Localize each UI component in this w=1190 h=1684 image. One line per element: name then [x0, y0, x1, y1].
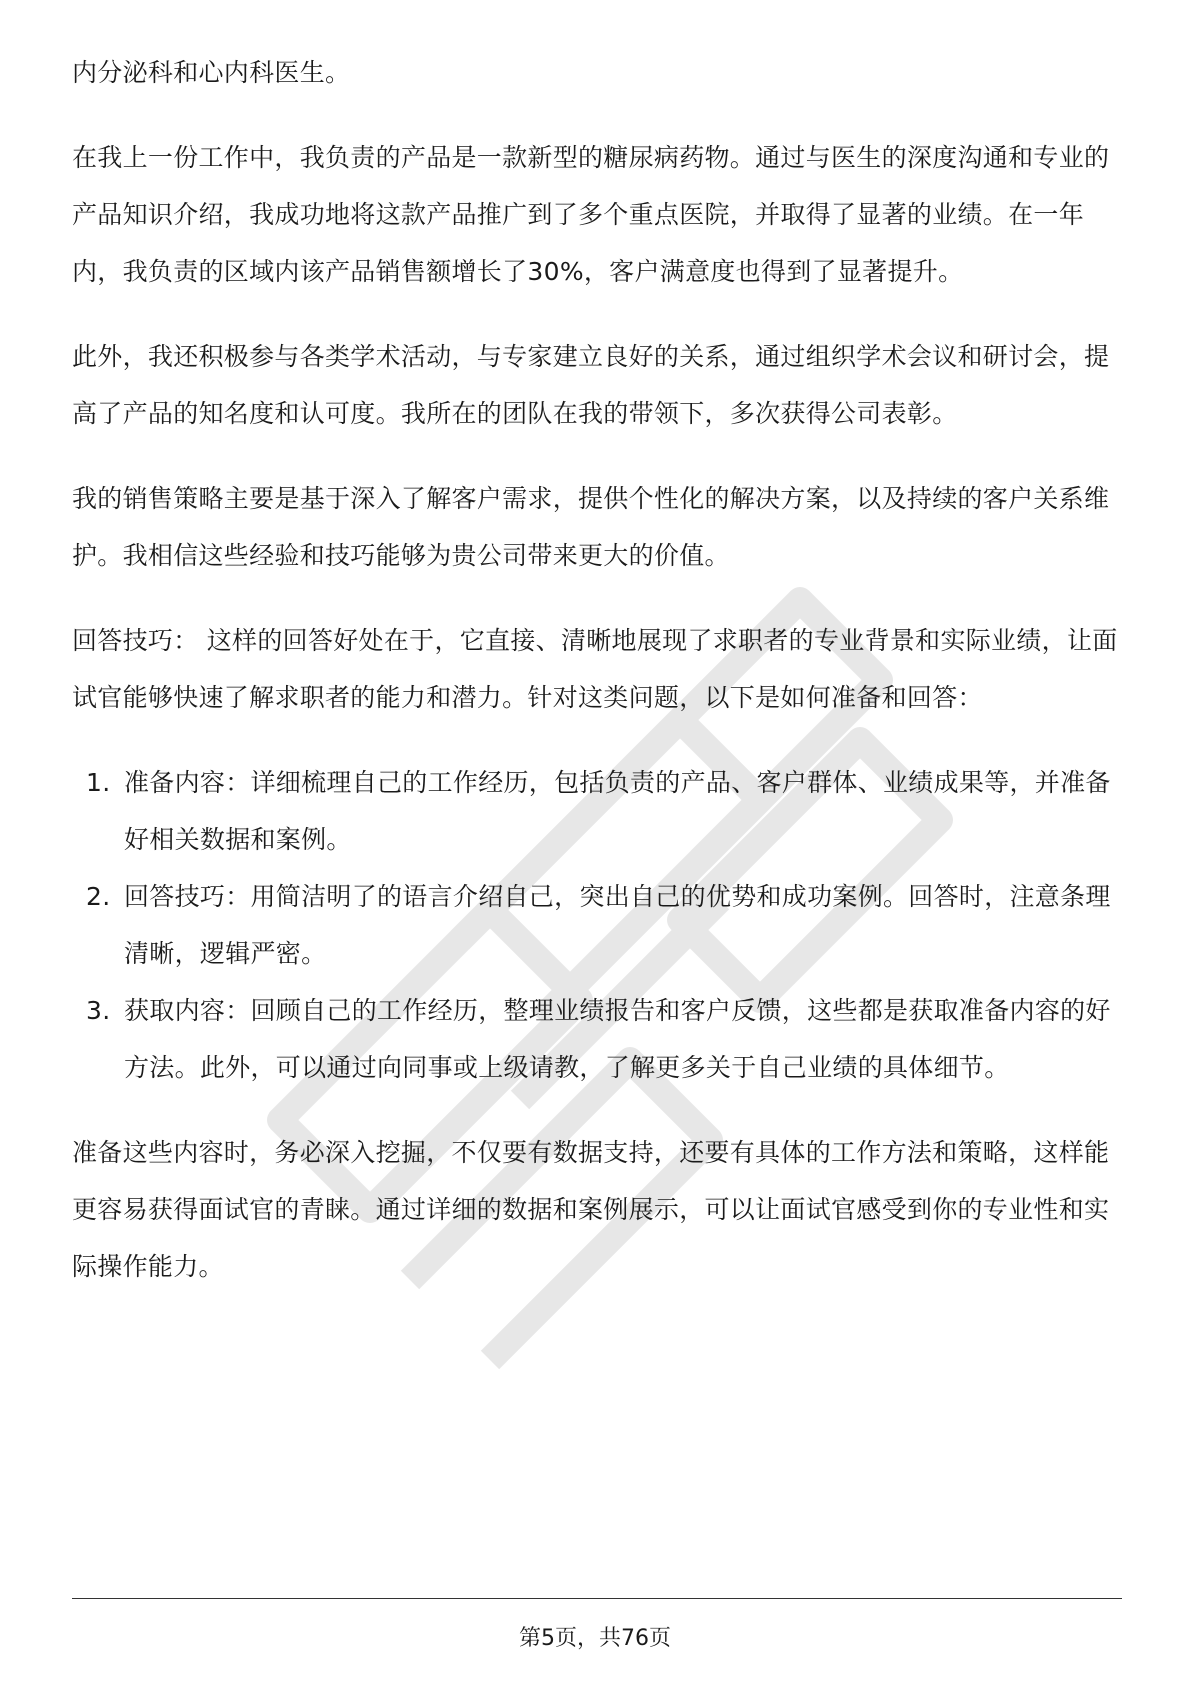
- paragraph-answer-tips: 回答技巧： 这样的回答好处在于，它直接、清晰地展现了求职者的专业背景和实际业绩，让面试官能够快速了解求职者的能力和潜力。针对这类问题，以下是如何准备和回答：: [72, 626, 1118, 712]
- list-item: [72, 868, 1122, 982]
- list-item-number: 1.: [86, 768, 111, 797]
- tips-list: [72, 754, 1122, 1096]
- list-item-text: 获取内容：回顾自己的工作经历，整理业绩报告和客户反馈，这些都是获取准备内容的好方法。此外，可以通过向同事或上级请教，了解更多关于自己业绩的具体细节。: [124, 996, 1111, 1082]
- list-item: [72, 754, 1122, 868]
- list-item-text: 准备内容：详细梳理自己的工作经历，包括负责的产品、客户群体、业绩成果等，并准备好相关数据和案例。: [124, 768, 1111, 854]
- list-item: [72, 982, 1122, 1096]
- page-number: 第5页，共76页: [519, 1626, 671, 1651]
- paragraph-closing: 准备这些内容时，务必深入挖掘，不仅要有数据支持，还要有具体的工作方法和策略，这样能更容易获得面试官的青睐。通过详细的数据和案例展示，可以让面试官感受到你的专业性和实际操作能力。: [72, 1138, 1110, 1281]
- paragraph-sales-strategy: 我的销售策略主要是基于深入了解客户需求，提供个性化的解决方案，以及持续的客户关系维护。我相信这些经验和技巧能够为贵公司带来更大的价值。: [72, 484, 1110, 570]
- paragraph-previous-job: 在我上一份工作中，我负责的产品是一款新型的糖尿病药物。通过与医生的深度沟通和专业的产品知识介绍，我成功地将这款产品推广到了多个重点医院，并取得了显著的业绩。在一年内，我负责的区域内该产品销售额增长了30%，客户满意度也得到了显著提升。: [72, 143, 1110, 286]
- footer-divider: [72, 1598, 1122, 1599]
- list-item-number: 3.: [86, 996, 111, 1025]
- list-item-text: 回答技巧：用简洁明了的语言介绍自己，突出自己的优势和成功案例。回答时，注意条理清晰，逻辑严密。: [124, 882, 1111, 968]
- list-item-number: 2.: [86, 882, 111, 911]
- paragraph-academic-activities: 此外，我还积极参与各类学术活动，与专家建立良好的关系，通过组织学术会议和研讨会，提高了产品的知名度和认可度。我所在的团队在我的带领下，多次获得公司表彰。: [72, 342, 1110, 428]
- document-body: [72, 44, 1122, 1323]
- paragraph-intro-tail: 内分泌科和心内科医生。: [72, 58, 351, 87]
